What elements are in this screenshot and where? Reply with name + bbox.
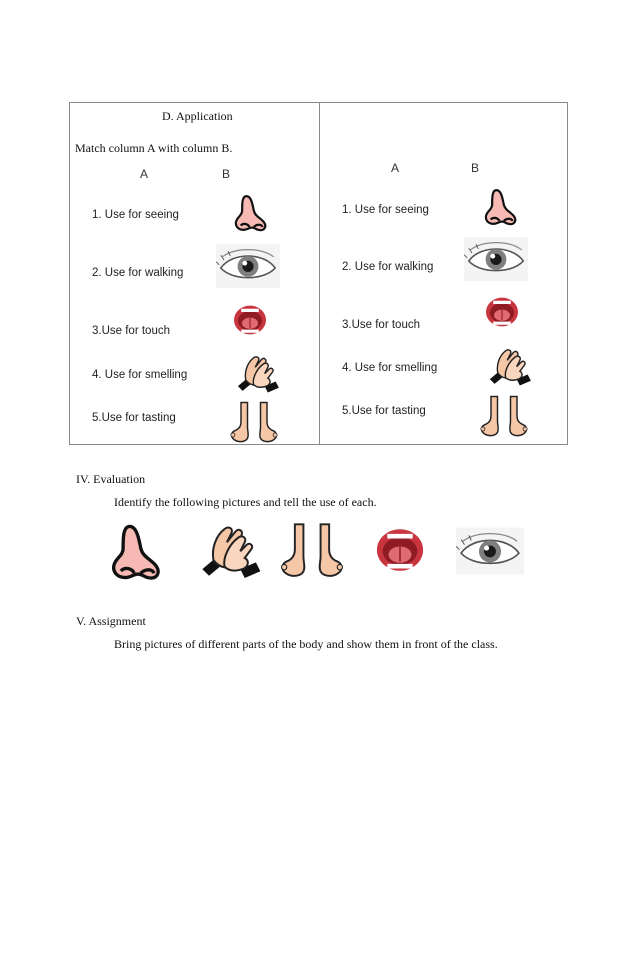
application-title: D. Application [162, 109, 233, 123]
feet-icon [274, 520, 350, 580]
list-item: 1. Use for seeing [342, 204, 429, 216]
list-item: 1. Use for seeing [92, 209, 179, 221]
list-item: 2. Use for walking [342, 261, 434, 273]
eye-icon [216, 244, 280, 288]
hands-icon [188, 520, 268, 578]
mouth-icon [230, 299, 270, 341]
assignment-instruction: Bring pictures of different parts of the body and show them in front of the class. [114, 637, 498, 651]
list-item: 2. Use for walking [92, 267, 184, 279]
hands-icon [230, 351, 282, 393]
list-item: 4. Use for smelling [342, 362, 438, 374]
table-divider [319, 103, 320, 444]
column-a-header: A [140, 167, 149, 181]
nose-icon [476, 187, 520, 227]
mouth-icon [482, 291, 522, 333]
column-b-header: B [222, 167, 231, 181]
application-instruction: Match column A with column B. [75, 141, 233, 155]
list-item: 3.Use for touch [92, 325, 170, 337]
assignment-heading: V. Assignment [76, 614, 146, 628]
column-a-header: A [391, 161, 400, 175]
nose-icon [93, 522, 171, 582]
eye-icon [464, 237, 528, 281]
application-table [69, 102, 568, 445]
mouth-icon [368, 520, 432, 580]
column-b-header: B [471, 161, 480, 175]
evaluation-instruction: Identify the following pictures and tell the use of each. [114, 495, 377, 509]
feet-icon [478, 393, 530, 439]
list-item: 5.Use for tasting [92, 412, 176, 424]
hands-icon [482, 344, 534, 386]
list-item: 5.Use for tasting [342, 405, 426, 417]
nose-icon [226, 193, 270, 233]
list-item: 4. Use for smelling [92, 369, 188, 381]
evaluation-heading: IV. Evaluation [76, 472, 146, 486]
feet-icon [228, 399, 280, 445]
eye-icon [456, 525, 524, 577]
list-item: 3.Use for touch [342, 319, 420, 331]
